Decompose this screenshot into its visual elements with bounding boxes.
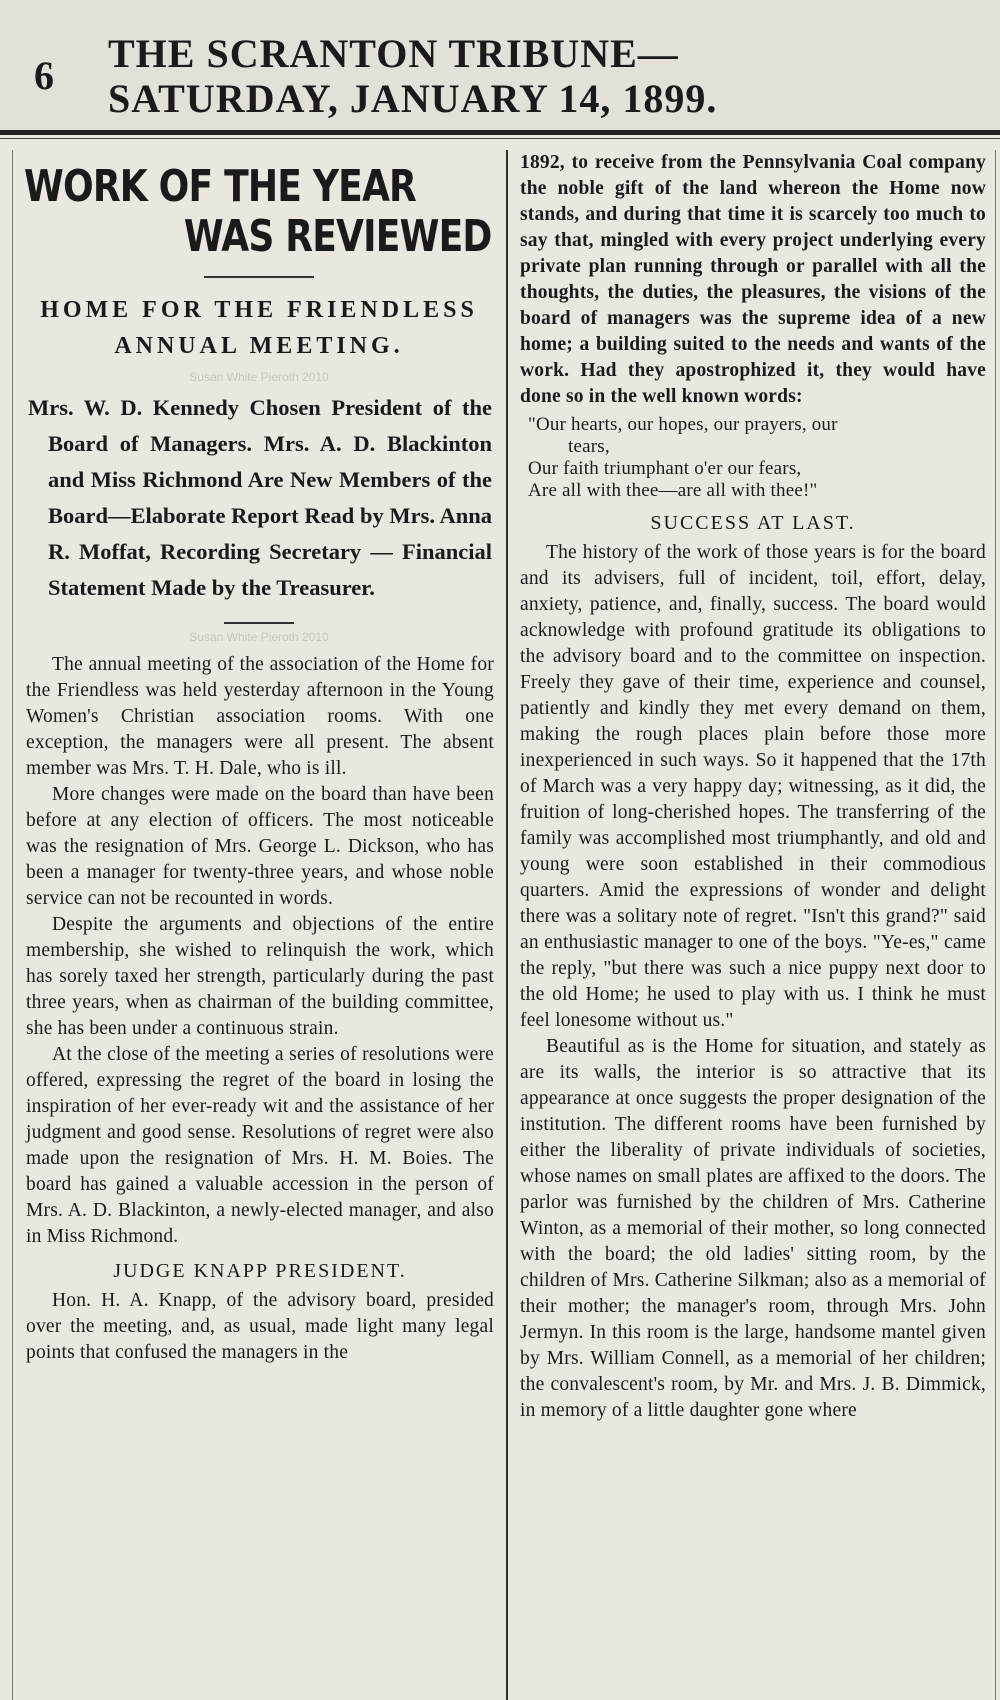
- verse-line: Are all with thee—are all with thee!": [528, 480, 818, 501]
- continued-paragraph: 1892, to receive from the Pennsylvania Coal company the noble gift of the land whereon the Home now stands, and during that time it is scarcely too much to say that, mingled with every project underlying every private plan running through or parallel with all the thoughts, the duties, the pleasures, the visions of the board of managers was the supreme idea of a new home; a building suited to the needs and wants of the work. Had they apostrophized it, they would have done so in the well known words:: [520, 152, 986, 407]
- paragraph: The history of the work of those years is for the board and its advisers, full of incident, toil, effort, delay, anxiety, patience, and, finally, success. The board would acknowledge with profound gratitude its obligations to the advisory board and to the committee on inspection. Freely they gave of their time, experience and counsel, patiently and kindly they met every demand on them, making the rough places plain before those more inexperienced in such ways. So it happened that the 17th of March was a very happy day; witnessing, as it did, the fruition of long-cherished hopes. The transferring of the family was accomplished most triumphantly, and old and young were soon established in their commodious quarters. Amid the expressions of wonder and delight there was a solitary note of regret. "Isn't this grand?" said an enthusiastic manager to one of the boys. "Ye-es," came the reply, "but there was such a nice puppy next door to the old Home; he used to play with us. I think he must feel lonesome without us.": [520, 542, 986, 1031]
- page-number: 6: [34, 53, 54, 98]
- masthead-rule-thin: [0, 138, 1000, 139]
- article-deck: Mrs. W. D. Kennedy Chosen President of the Board of Managers. Mrs. A. D. Blackinton and Miss Richmond Are New Members of the Board—Elaborate Report Read by Mrs. Anna R. Moffat, Recording Secretary — Financial Statement Made by the Treasurer.: [28, 395, 492, 600]
- section-head-judge-knapp: JUDGE KNAPP PRESIDENT.: [113, 1260, 407, 1282]
- column-divider: [506, 150, 508, 1700]
- watermark-1: Susan White Pieroth 2010: [189, 370, 329, 384]
- newspaper-title: THE SCRANTON TRIBUNE—: [108, 31, 679, 76]
- right-column: [514, 150, 988, 1700]
- verse-line: Our faith triumphant o'er our fears,: [528, 458, 802, 479]
- watermark-2: Susan White Pieroth 2010: [189, 630, 329, 644]
- paragraph: The annual meeting of the association of the Home for the Friendless was held yesterday afternoon in the Young Women's Christian association rooms. With one exception, the managers were all present. The absent member was Mrs. T. H. Dale, who is ill.: [26, 654, 494, 779]
- headline-divider: [204, 276, 314, 278]
- subhead-line1: HOME FOR THE FRIENDLESS: [40, 297, 478, 323]
- verse-quote: [528, 414, 986, 502]
- subhead-line2: ANNUAL MEETING.: [114, 333, 404, 359]
- column-border-right: [995, 150, 996, 1700]
- masthead: [0, 0, 1000, 130]
- verse-line: tears,: [568, 436, 610, 457]
- column-border-left: [12, 150, 13, 1700]
- paragraph: Despite the arguments and objections of the entire membership, she wished to relinquish the work, which has sorely taxed her strength, particularly during the past three years, when as chairman of the building committee, she has been under a continuous strain.: [26, 914, 494, 1039]
- paragraph: Beautiful as is the Home for situation, and stately as are its walls, the interior is so attractive that its appearance at once suggests the proper designation of the institution. The different rooms have been furnished by either the liberality of private individuals of societies, whose names on small plates are affixed to the doors. The parlor was furnished by the children of Mrs. Catherine Winton, as a memorial of their mother, so long connected with the board; the old ladies' sitting room, by the children of Mrs. Catherine Silkman; also as a memorial of their mother; the manager's room, through Mrs. John Jermyn. In this room is the large, handsome mantel given by Mrs. William Connell, as a memorial of her children; the convalescent's room, by Mr. and Mrs. J. B. Dimmick, in memory of a little daughter gone where: [520, 1036, 986, 1421]
- left-body: [26, 652, 494, 1366]
- paragraph: More changes were made on the board than have been before at any election of officers. The most noticeable was the resignation of Mrs. George L. Dickson, who has been a manager for twenty-three years, and whose noble service can not be recounted in words.: [26, 784, 494, 909]
- deck-divider: [224, 622, 294, 624]
- paragraph: Hon. H. A. Knapp, of the advisory board, presided over the meeting, and, as usual, made light many legal points that confused the managers in the: [26, 1290, 494, 1363]
- left-column: [18, 150, 500, 1700]
- headline-line1: WORK OF THE YEAR: [24, 161, 417, 212]
- masthead-rule: [0, 130, 1000, 135]
- issue-date: SATURDAY, JANUARY 14, 1899.: [108, 76, 718, 121]
- paragraph: At the close of the meeting a series of resolutions were offered, expressing the regret of the board in losing the inspiration of her ever-ready wit and the assistance of her judgment and good sense. Resolutions of regret were also made upon the resignation of Mrs. H. M. Boies. The board has gained a valuable accession in the person of Mrs. A. D. Blackinton, a newly-elected manager, and also in Miss Richmond.: [26, 1044, 494, 1247]
- verse-line: "Our hearts, our hopes, our prayers, our: [528, 414, 838, 435]
- section-head-success: SUCCESS AT LAST.: [650, 512, 856, 534]
- headline-line2: WAS REVIEWED: [183, 211, 492, 262]
- right-body: [520, 150, 986, 1424]
